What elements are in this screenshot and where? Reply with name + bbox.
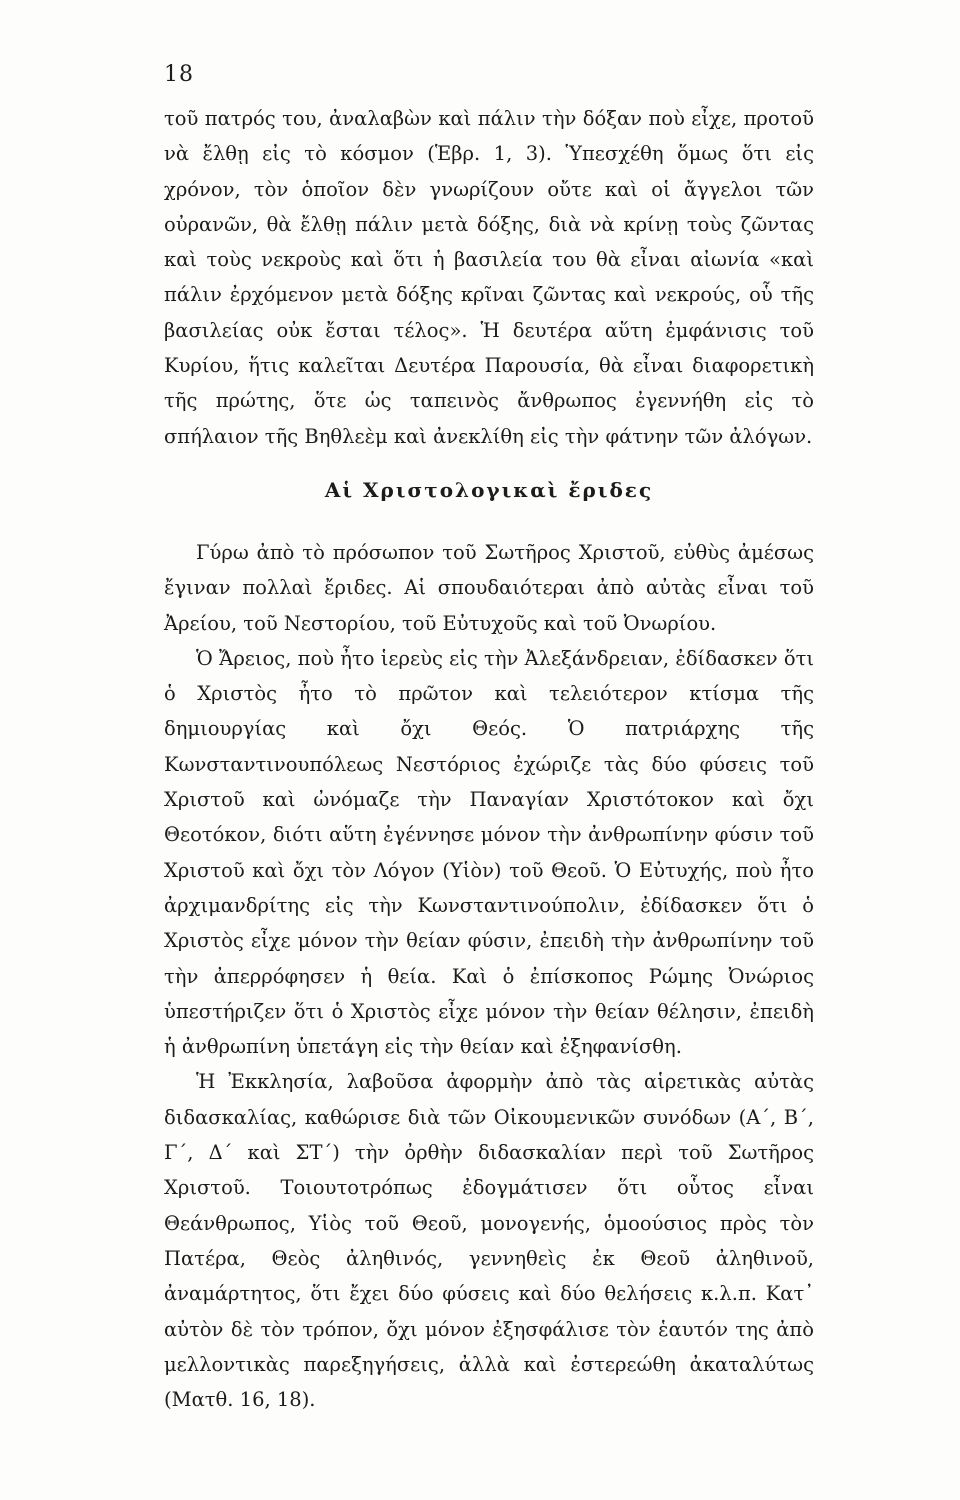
paragraph-intro: Γύρω ἀπὸ τὸ πρόσωπον τοῦ Σωτῆρος Χριστοῦ, εὐθὺς ἀμέσως ἔγιναν πολλαὶ ἔριδες. Αἱ σπουδαιότεραι ἀπὸ αὐτὰς εἶναι τοῦ Ἀρείου, τοῦ Νεστορίου, τοῦ Εὐτυχοῦς καὶ τοῦ Ὀνωρίου.	[164, 541, 814, 635]
page-number: 18	[164, 62, 194, 87]
opening-text	[164, 101, 814, 454]
section-heading: Αἱ Χριστολογικαὶ ἔριδες	[324, 478, 654, 502]
section-body	[164, 535, 814, 1417]
paragraph-church: Ἡ Ἐκκλησία, λαβοῦσα ἀφορμὴν ἀπὸ τὰς αἱρετικὰς αὐτὰς διδασκαλίας, καθώρισε διὰ τῶν Οἰκουμενικῶν συνόδων (Α΄, Β΄, Γ΄, Δ΄ καὶ ΣΤ΄) τὴν ὀρθὴν διδασκαλίαν περὶ τοῦ Σωτῆρος Χριστοῦ. Τοιουτοτρόπως ἐδογμάτισεν ὅτι οὗτος εἶναι Θεάνθρωπος, Υἱὸς τοῦ Θεοῦ, μονογενής, ὁμοούσιος πρὸς τὸν Πατέρα, Θεὸς ἀληθινός, γεννηθεὶς ἐκ Θεοῦ ἀληθινοῦ, ἀναμάρτητος, ὅτι ἔχει δύο φύσεις καὶ δύο θελήσεις κ.λ.π. Κατ᾽ αὐτὸν δὲ τὸν τρόπον, ὄχι μόνον ἐξησφάλισε τὸν ἑαυτόν της ἀπὸ μελλοντικὰς παρεξηγήσεις, ἀλλὰ καὶ ἐστερεώθη ἀκαταλύτως (Ματθ. 16, 18).	[164, 1070, 814, 1412]
paragraph-heresies: Ὁ Ἄρειος, ποὺ ἦτο ἱερεὺς εἰς τὴν Ἀλεξάνδρειαν, ἐδίδασκεν ὅτι ὁ Χριστὸς ἦτο τὸ πρῶτον καὶ τελειότερον κτίσμα τῆς δημιουργίας καὶ ὄχι Θεός. Ὁ πατριάρχης τῆς Κωνσταντινουπόλεως Νεστόριος ἐχώριζε τὰς δύο φύσεις τοῦ Χριστοῦ καὶ ὠνόμαζε τὴν Παναγίαν Χριστότοκον καὶ ὄχι Θεοτόκον, διότι αὕτη ἐγέννησε μόνον τὴν ἀνθρωπίνην φύσιν τοῦ Χριστοῦ καὶ ὄχι τὸν Λόγον (Υἱὸν) τοῦ Θεοῦ. Ὁ Εὐτυχής, ποὺ ἦτο ἀρχιμανδρίτης εἰς τὴν Κωνσταντινούπολιν, ἐδίδασκεν ὅτι ὁ Χριστὸς εἶχε μόνον τὴν θείαν φύσιν, ἐπειδὴ τὴν ἀνθρωπίνην τοῦ τὴν ἀπερρόφησεν ἡ θεία. Καὶ ὁ ἐπίσκοπος Ρώμης Ὀνώριος ὑπεστήριζεν ὅτι ὁ Χριστὸς εἶχε μόνον τὴν θείαν θέλησιν, ἐπειδὴ ἡ ἀνθρωπίνη ὑπετάγη εἰς τὴν θείαν καὶ ἐξηφανίσθη.	[164, 646, 814, 1059]
paragraph-continuation: τοῦ πατρός του, ἀναλαβὼν καὶ πάλιν τὴν δόξαν ποὺ εἶχε, προτοῦ νὰ ἔλθῃ εἰς τὸ κόσμον (Ἑβρ. 1, 3). Ὑπεσχέθη ὅμως ὅτι εἰς χρόνον, τὸν ὁποῖον δὲν γνωρίζουν οὔτε καὶ οἱ ἄγγελοι τῶν οὐρανῶν, θὰ ἔλθῃ πάλιν μετὰ δόξης, διὰ νὰ κρίνῃ τοὺς ζῶντας καὶ τοὺς νεκροὺς καὶ ὅτι ἡ βασιλεία του θὰ εἶναι αἰωνία «καὶ πάλιν ἐρχόμενον μετὰ δόξης κρῖναι ζῶντας καὶ νεκρούς, οὗ τῆς βασιλείας οὐκ ἔσται τέλος». Ἡ δευτέρα αὕτη ἐμφάνισις τοῦ Κυρίου, ἥτις καλεῖται Δευτέρα Παρουσία, θὰ εἶναι διαφορετικὴ τῆς πρώτης, ὅτε ὡς ταπεινὸς ἄνθρωπος ἐγεννήθη εἰς τὸ σπήλαιον τῆς Βηθλεὲμ καὶ ἀνεκλίθη εἰς τὴν φάτνην τῶν ἀλόγων.	[164, 107, 814, 448]
